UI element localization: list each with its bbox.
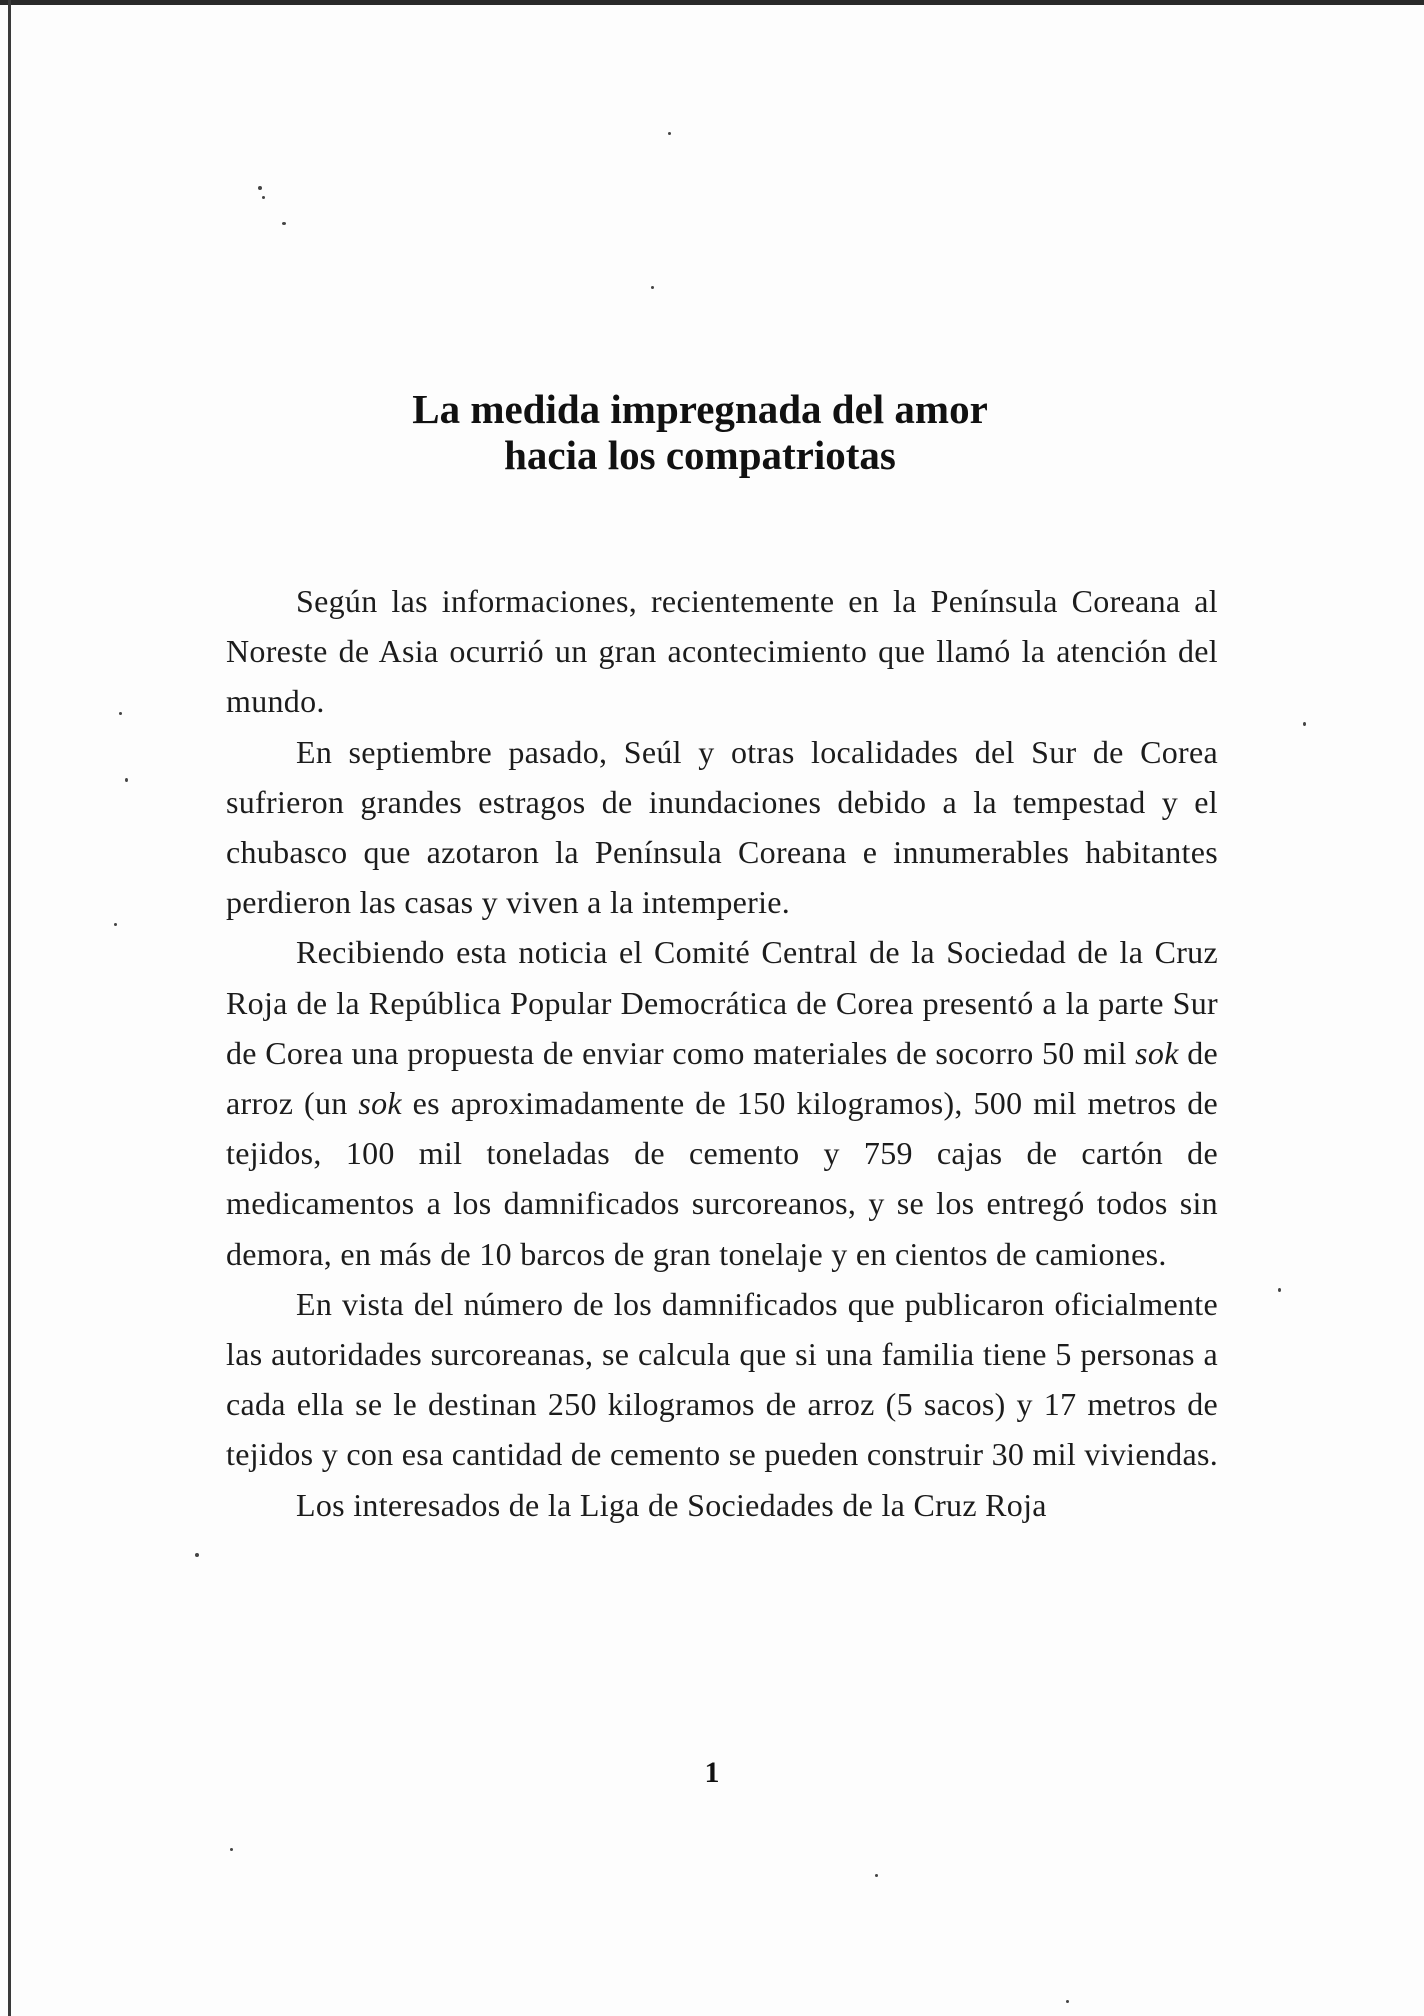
page-number: 1 [704, 1756, 720, 1789]
title-line-2: hacia los compatriotas [504, 432, 896, 478]
scan-speck [1066, 2000, 1069, 2003]
scan-speck [282, 222, 286, 225]
scan-speck [668, 132, 671, 135]
scan-speck [1303, 722, 1306, 726]
scan-speck [125, 778, 128, 782]
paragraph-4 [226, 1279, 1218, 1480]
paragraph-1 [226, 576, 1218, 727]
paragraph-2 [226, 727, 1218, 928]
paragraph-3-text-c: es aproximadamente de 150 kilogramos), 500 mil metros de tejidos, 100 mil toneladas de cemento y 759 cajas de cartón de medicamentos a los damnificados surcoreanos, y se los entregó todos sin demora, en más de 10 barcos de gran tonelaje y en cientos de camiones. [226, 1085, 1219, 1272]
paragraph-3-italic-sok-2: sok [358, 1085, 402, 1122]
scan-speck [875, 1874, 878, 1877]
scan-speck [230, 1848, 233, 1851]
paragraph-5 [226, 1480, 1218, 1530]
paragraph-1-text: Según las informaciones, recientemente en la Península Coreana al Noreste de Asia ocurrió un gran acontecimiento que llamó la atención del mundo. [226, 583, 1218, 720]
scan-top-edge [0, 0, 1424, 5]
paragraph-5-text: Los interesados de la Liga de Sociedades de la Cruz Roja [296, 1486, 1047, 1523]
scan-speck [114, 923, 117, 926]
paragraph-2-text: En septiembre pasado, Seúl y otras localidades del Sur de Corea sufrieron grandes estragos de inundaciones debido a la tempestad y el chubasco que azotaron la Península Coreana e innumerables habitantes perdieron las casas y viven a la intemperie. [226, 733, 1218, 921]
title-line-1: La medida impregnada del amor [412, 386, 988, 432]
scan-speck [651, 286, 654, 289]
scan-speck [258, 186, 262, 190]
paragraph-3-text-a: Recibiendo esta noticia el Comité Central de la Sociedad de la Cruz Roja de la República Popular Democrática de Corea presentó a la parte Sur de Corea una propuesta de enviar como materiales de socorro 50 mil [226, 934, 1218, 1071]
scan-speck [195, 1553, 199, 1557]
paragraph-3 [226, 927, 1218, 1278]
scan-speck [119, 712, 122, 715]
page-title [200, 386, 1200, 478]
scan-speck [1278, 1288, 1281, 1292]
body-text [226, 576, 1218, 1530]
paragraph-3-text-b: de arroz (un [226, 1034, 1218, 1122]
paragraph-3-italic-sok-1: sok [1135, 1034, 1179, 1071]
scan-left-edge [8, 0, 11, 2016]
paragraph-4-text: En vista del número de los damnificados que publicaron oficialmente las autoridades surcoreanas, se calcula que si una familia tiene 5 personas a cada ella se le destinan 250 kilogramos de arroz (5 sacos) y 17 metros de tejidos y con esa cantidad de cemento se pueden construir 30 mil viviendas. [226, 1285, 1218, 1473]
scan-speck [262, 196, 265, 199]
